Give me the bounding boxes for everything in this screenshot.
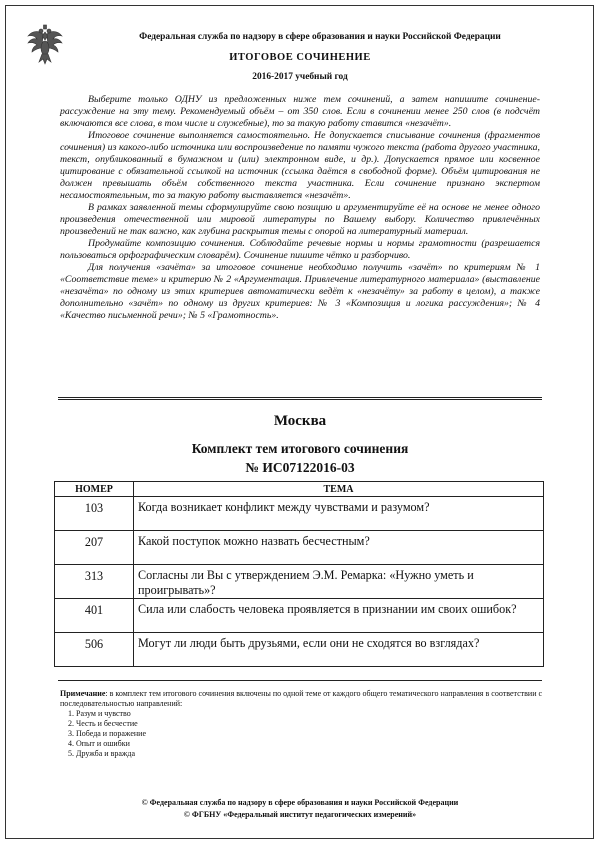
table-row [55,531,544,565]
note-block [60,689,550,759]
page-title: ИТОГОВОЕ СОЧИНЕНИЕ [229,52,371,63]
school-year: 2016-2017 учебный год [252,72,348,82]
topic-text: Сила или слабость человека проявляется в признании им своих ошибок? [134,599,544,633]
list-item: 1. Разум и чувство [76,709,550,719]
note-label: Примечание [60,689,106,698]
list-item: 2. Честь и бесчестие [76,719,550,729]
copyright-agency: © Федеральная служба по надзору в сфере образования и науки Российской Федерации [141,798,459,807]
column-header-topic: ТЕМА [134,482,544,497]
table-row [55,497,544,531]
note-intro [60,689,550,709]
table-header-row [55,482,544,497]
instructions [60,94,540,322]
table-row [55,565,544,599]
topic-text: Какой поступок можно назвать бесчестным? [134,531,544,565]
instruction-paragraph: В рамках заявленной темы сформулируйте свою позицию и аргументируйте её на основе не менее одного произведения отечественной или мировой литературы по Вашему выбору. Количество привлечённых произведений не так важно, как глубина раскрытия темы с опорой на литературный материал. [60,202,540,237]
kit-number: № ИС07122016-03 [245,460,355,475]
kit-title: Комплект тем итогового сочинения [191,441,409,456]
note-text: : в комплект тем итогового сочинения включены по одной теме от каждого общего тематического направления в соответствии с последовательностью направлений: [60,689,543,708]
topic-number: 103 [55,497,134,531]
topic-number: 313 [55,565,134,599]
instruction-paragraph: Для получения «зачёта» за итоговое сочинение необходимо получить «зачёт» по критериям № 1 «Соответствие теме» и критерию № 2 «Аргументация. Привлечение литературного материала» (выставление «незачёта» по одному из этих критериев автоматически ведёт к «незачёту» за работу в целом), а также дополнительно «зачёт» по одному из других критериев: № 3 «Композиция и логика рассуждения»; № 4 «Качество письменной речи»; № 5 «Грамотность». [60,262,540,321]
instruction-paragraph: Выберите только ОДНУ из предложенных ниже тем сочинений, а затем напишите сочинение-рассуждение на эту тему. Рекомендуемый объём – от 350 слов. Если в сочинении менее 250 слов (в подсчёт включаются все слова, в том числе и служебные), то за такую работу ставится «незачёт». [60,94,540,129]
topic-number: 506 [55,633,134,667]
note-divider [58,680,542,681]
topic-number: 401 [55,599,134,633]
instruction-paragraph: Итоговое сочинение выполняется самостоятельно. Не допускается списывание сочинения (фрагментов сочинения) из какого-либо источника или воспроизведение по памяти чужого текста (работа другого участника, текст, опубликованный в бумажном и (или) электронном виде, и др.). Допускается прямое или косвенное цитирование с обязательной ссылкой на источник (ссылка даётся в свободной форме). Объём цитирования не должен превышать объём собственного текста участника. Если сочинение признано экспертом несамостоятельным, то за такую работу выставляется «незачёт». [60,130,540,201]
instruction-paragraph: Продумайте композицию сочинения. Соблюдайте речевые нормы и нормы грамотности (разрешается пользоваться орфографическим словарём). Сочинение пишите чётко и разборчиво. [60,238,540,261]
topic-text: Когда возникает конфликт между чувствами и разумом? [134,497,544,531]
double-divider [58,397,542,400]
copyright-institute: © ФГБНУ «Федеральный институт педагогических измерений» [183,810,417,819]
topic-number: 207 [55,531,134,565]
table-row [55,633,544,667]
city: Москва [273,413,327,429]
table-row [55,599,544,633]
topic-text: Согласны ли Вы с утверждением Э.М. Ремарка: «Нужно уметь и проигрывать»? [134,565,544,599]
topics-table [54,481,544,667]
list-item: 5. Дружба и вражда [76,749,550,759]
directions-list [60,709,550,759]
column-header-number: НОМЕР [55,482,134,497]
topic-text: Могут ли люди быть друзьями, если они не сходятся во взглядах? [134,633,544,667]
list-item: 3. Победа и поражение [76,729,550,739]
agency-name: Федеральная служба по надзору в сфере образования и науки Российской Федерации [139,32,501,42]
list-item: 4. Опыт и ошибки [76,739,550,749]
